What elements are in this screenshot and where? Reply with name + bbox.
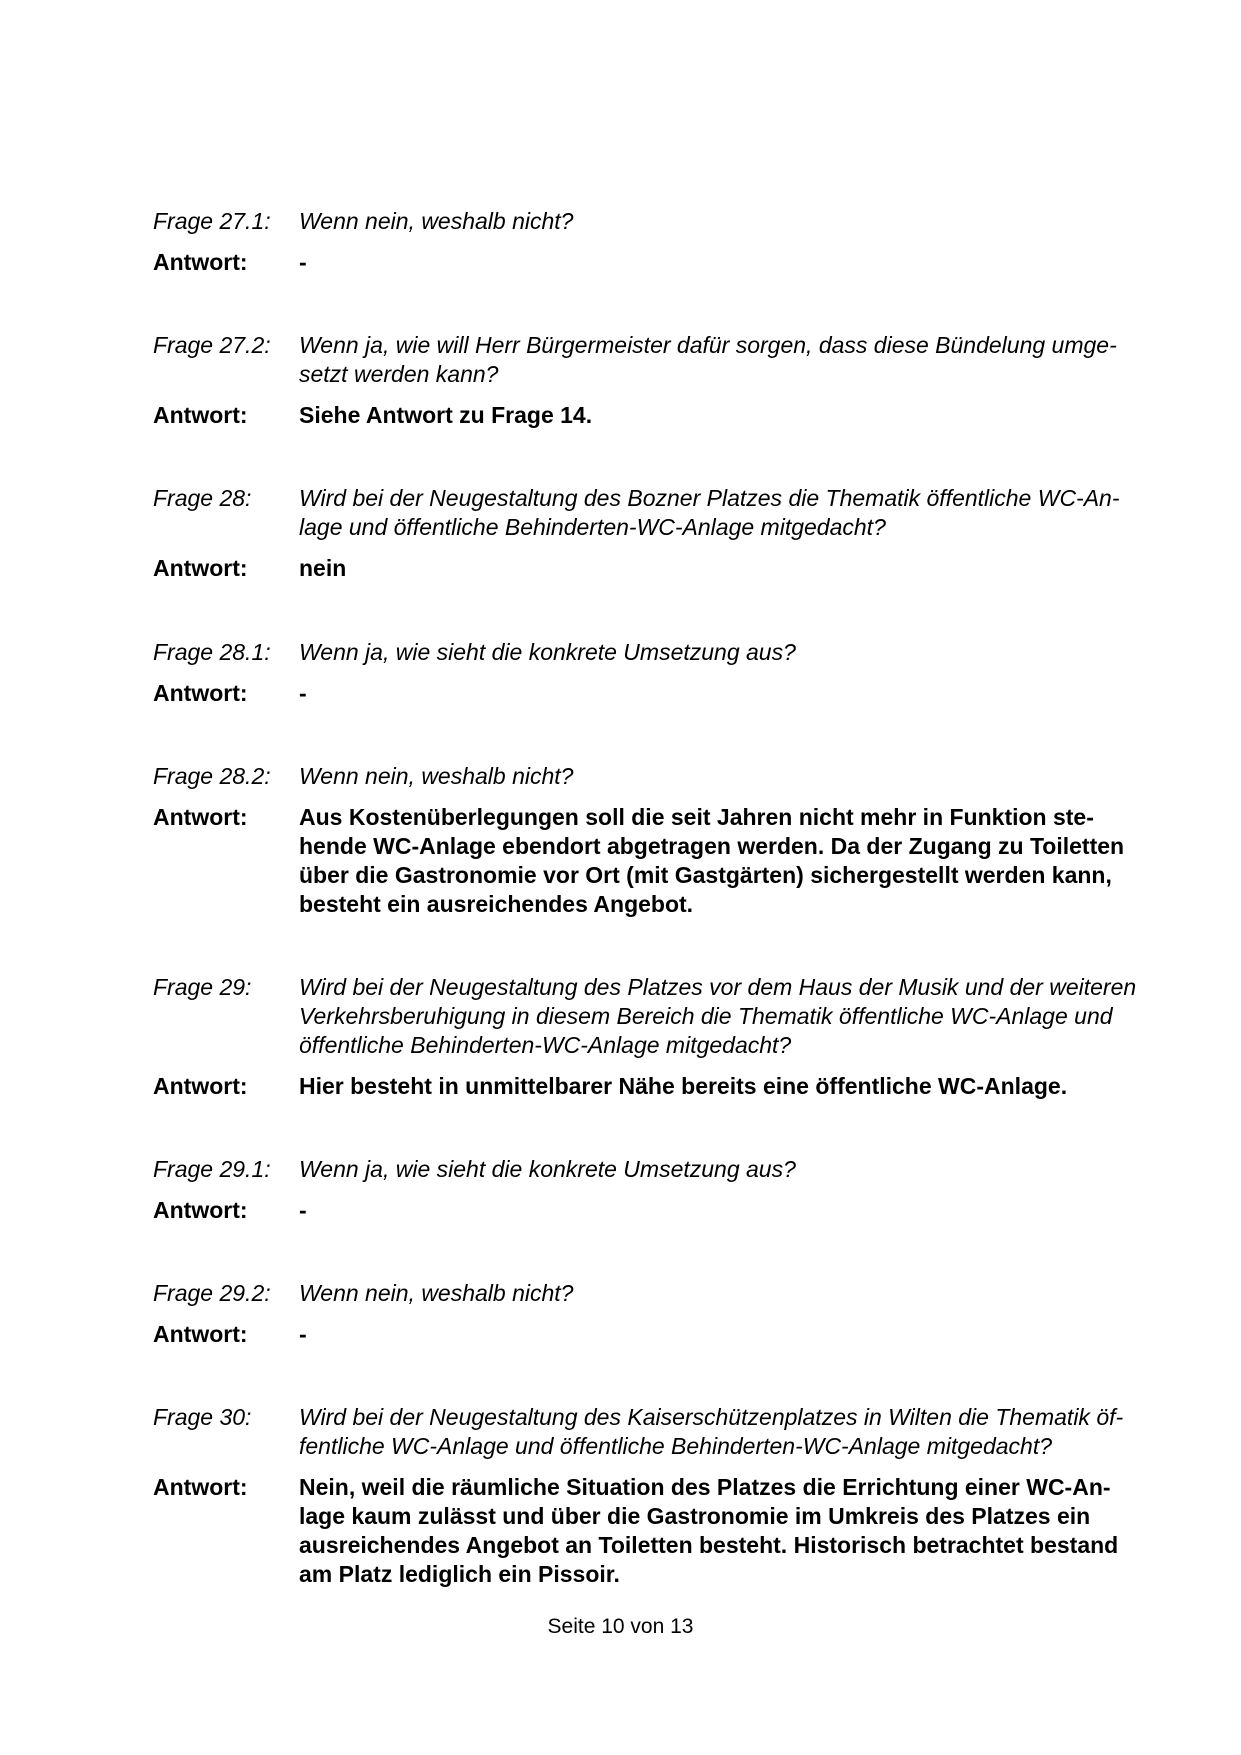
question-label: Frage 29.2: bbox=[153, 1280, 271, 1306]
question-label: Frage 29: bbox=[153, 974, 252, 1000]
question-label: Frage 27.2: bbox=[153, 332, 271, 358]
question-row bbox=[153, 973, 1153, 1060]
answer-row bbox=[153, 248, 1153, 277]
question-text: Wird bei der Neugestaltung des Kaiserschützenplatzes in Wilten die Thematik öf- fentliche WC-Anlage und öffentliche Behinderten-WC-Anlage mitgedacht? bbox=[299, 1404, 1124, 1459]
answer-row bbox=[153, 1320, 1153, 1349]
answer-row bbox=[153, 1072, 1153, 1101]
answer-text: Nein, weil die räumliche Situation des Platzes die Errichtung einer WC-An- lage kaum zulässt und über die Gastronomie im Umkreis des Platzes ein ausreichendes Angebot an Toiletten besteht. Historisch betrachtet bestand am Platz lediglich ein Pissoir. bbox=[299, 1474, 1119, 1587]
answer-label: Antwort: bbox=[153, 1321, 248, 1347]
qa-block-28-1 bbox=[153, 638, 1153, 708]
question-text: Wird bei der Neugestaltung des Platzes vor dem Haus der Musik und der weiteren Verkehrsberuhigung in diesem Bereich die Thematik öffentliche WC-Anlage und öffentliche Behinderten-WC-Anlage mitgedacht? bbox=[299, 974, 1137, 1058]
page-number-footer: Seite 10 von 13 bbox=[547, 1615, 694, 1638]
question-label: Frage 30: bbox=[153, 1404, 252, 1430]
qa-block-29-1 bbox=[153, 1155, 1153, 1225]
answer-label: Antwort: bbox=[153, 402, 248, 428]
answer-text: - bbox=[299, 1321, 307, 1347]
question-label: Frage 28: bbox=[153, 485, 252, 511]
answer-text: - bbox=[299, 680, 307, 706]
qa-block-28-2 bbox=[153, 762, 1153, 919]
qa-block-29-2 bbox=[153, 1279, 1153, 1349]
answer-text: - bbox=[299, 1197, 307, 1223]
question-text: Wenn ja, wie will Herr Bürgermeister dafür sorgen, dass diese Bündelung umge- setzt werden kann? bbox=[299, 332, 1117, 387]
qa-block-30 bbox=[153, 1403, 1153, 1589]
answer-label: Antwort: bbox=[153, 1073, 248, 1099]
answer-row bbox=[153, 1473, 1153, 1589]
answer-text: nein bbox=[299, 555, 347, 581]
answer-row bbox=[153, 1196, 1153, 1225]
answer-row bbox=[153, 554, 1153, 583]
answer-text: Aus Kostenüberlegungen soll die seit Jahren nicht mehr in Funktion ste- hende WC-Anlage ebendort abgetragen werden. Da der Zugang zu Toiletten über die Gastronomie vor Ort (mit Gastgärten) sichergestellt werden kann, besteht ein ausreichendes Angebot. bbox=[299, 804, 1125, 917]
question-row bbox=[153, 1403, 1153, 1461]
answer-row bbox=[153, 679, 1153, 708]
question-row bbox=[153, 1279, 1153, 1308]
question-row bbox=[153, 207, 1153, 236]
question-label: Frage 29.1: bbox=[153, 1156, 271, 1182]
answer-label: Antwort: bbox=[153, 680, 248, 706]
qa-block-27-1 bbox=[153, 207, 1153, 277]
question-text: Wenn ja, wie sieht die konkrete Umsetzung aus? bbox=[299, 639, 796, 665]
question-label: Frage 28.2: bbox=[153, 763, 271, 789]
answer-label: Antwort: bbox=[153, 555, 248, 581]
question-text: Wird bei der Neugestaltung des Bozner Platzes die Thematik öffentliche WC-An- lage und öffentliche Behinderten-WC-Anlage mitgedacht? bbox=[299, 485, 1120, 540]
answer-label: Antwort: bbox=[153, 249, 248, 275]
qa-block-28 bbox=[153, 484, 1153, 583]
answer-label: Antwort: bbox=[153, 804, 248, 830]
answer-text: - bbox=[299, 249, 307, 275]
question-row bbox=[153, 484, 1153, 542]
answer-row bbox=[153, 803, 1153, 919]
question-row bbox=[153, 638, 1153, 667]
question-label: Frage 27.1: bbox=[153, 208, 271, 234]
answer-row bbox=[153, 401, 1153, 430]
question-text: Wenn nein, weshalb nicht? bbox=[299, 763, 574, 789]
answer-text: Hier besteht in unmittelbarer Nähe bereits eine öffentliche WC-Anlage. bbox=[299, 1073, 1068, 1099]
question-label: Frage 28.1: bbox=[153, 639, 271, 665]
question-text: Wenn ja, wie sieht die konkrete Umsetzung aus? bbox=[299, 1156, 796, 1182]
qa-block-27-2 bbox=[153, 331, 1153, 430]
question-row bbox=[153, 1155, 1153, 1184]
question-text: Wenn nein, weshalb nicht? bbox=[299, 208, 574, 234]
answer-label: Antwort: bbox=[153, 1197, 248, 1223]
qa-block-29 bbox=[153, 973, 1153, 1101]
answer-text: Siehe Antwort zu Frage 14. bbox=[299, 402, 593, 428]
answer-label: Antwort: bbox=[153, 1474, 248, 1500]
question-row bbox=[153, 762, 1153, 791]
question-text: Wenn nein, weshalb nicht? bbox=[299, 1280, 574, 1306]
question-row bbox=[153, 331, 1153, 389]
